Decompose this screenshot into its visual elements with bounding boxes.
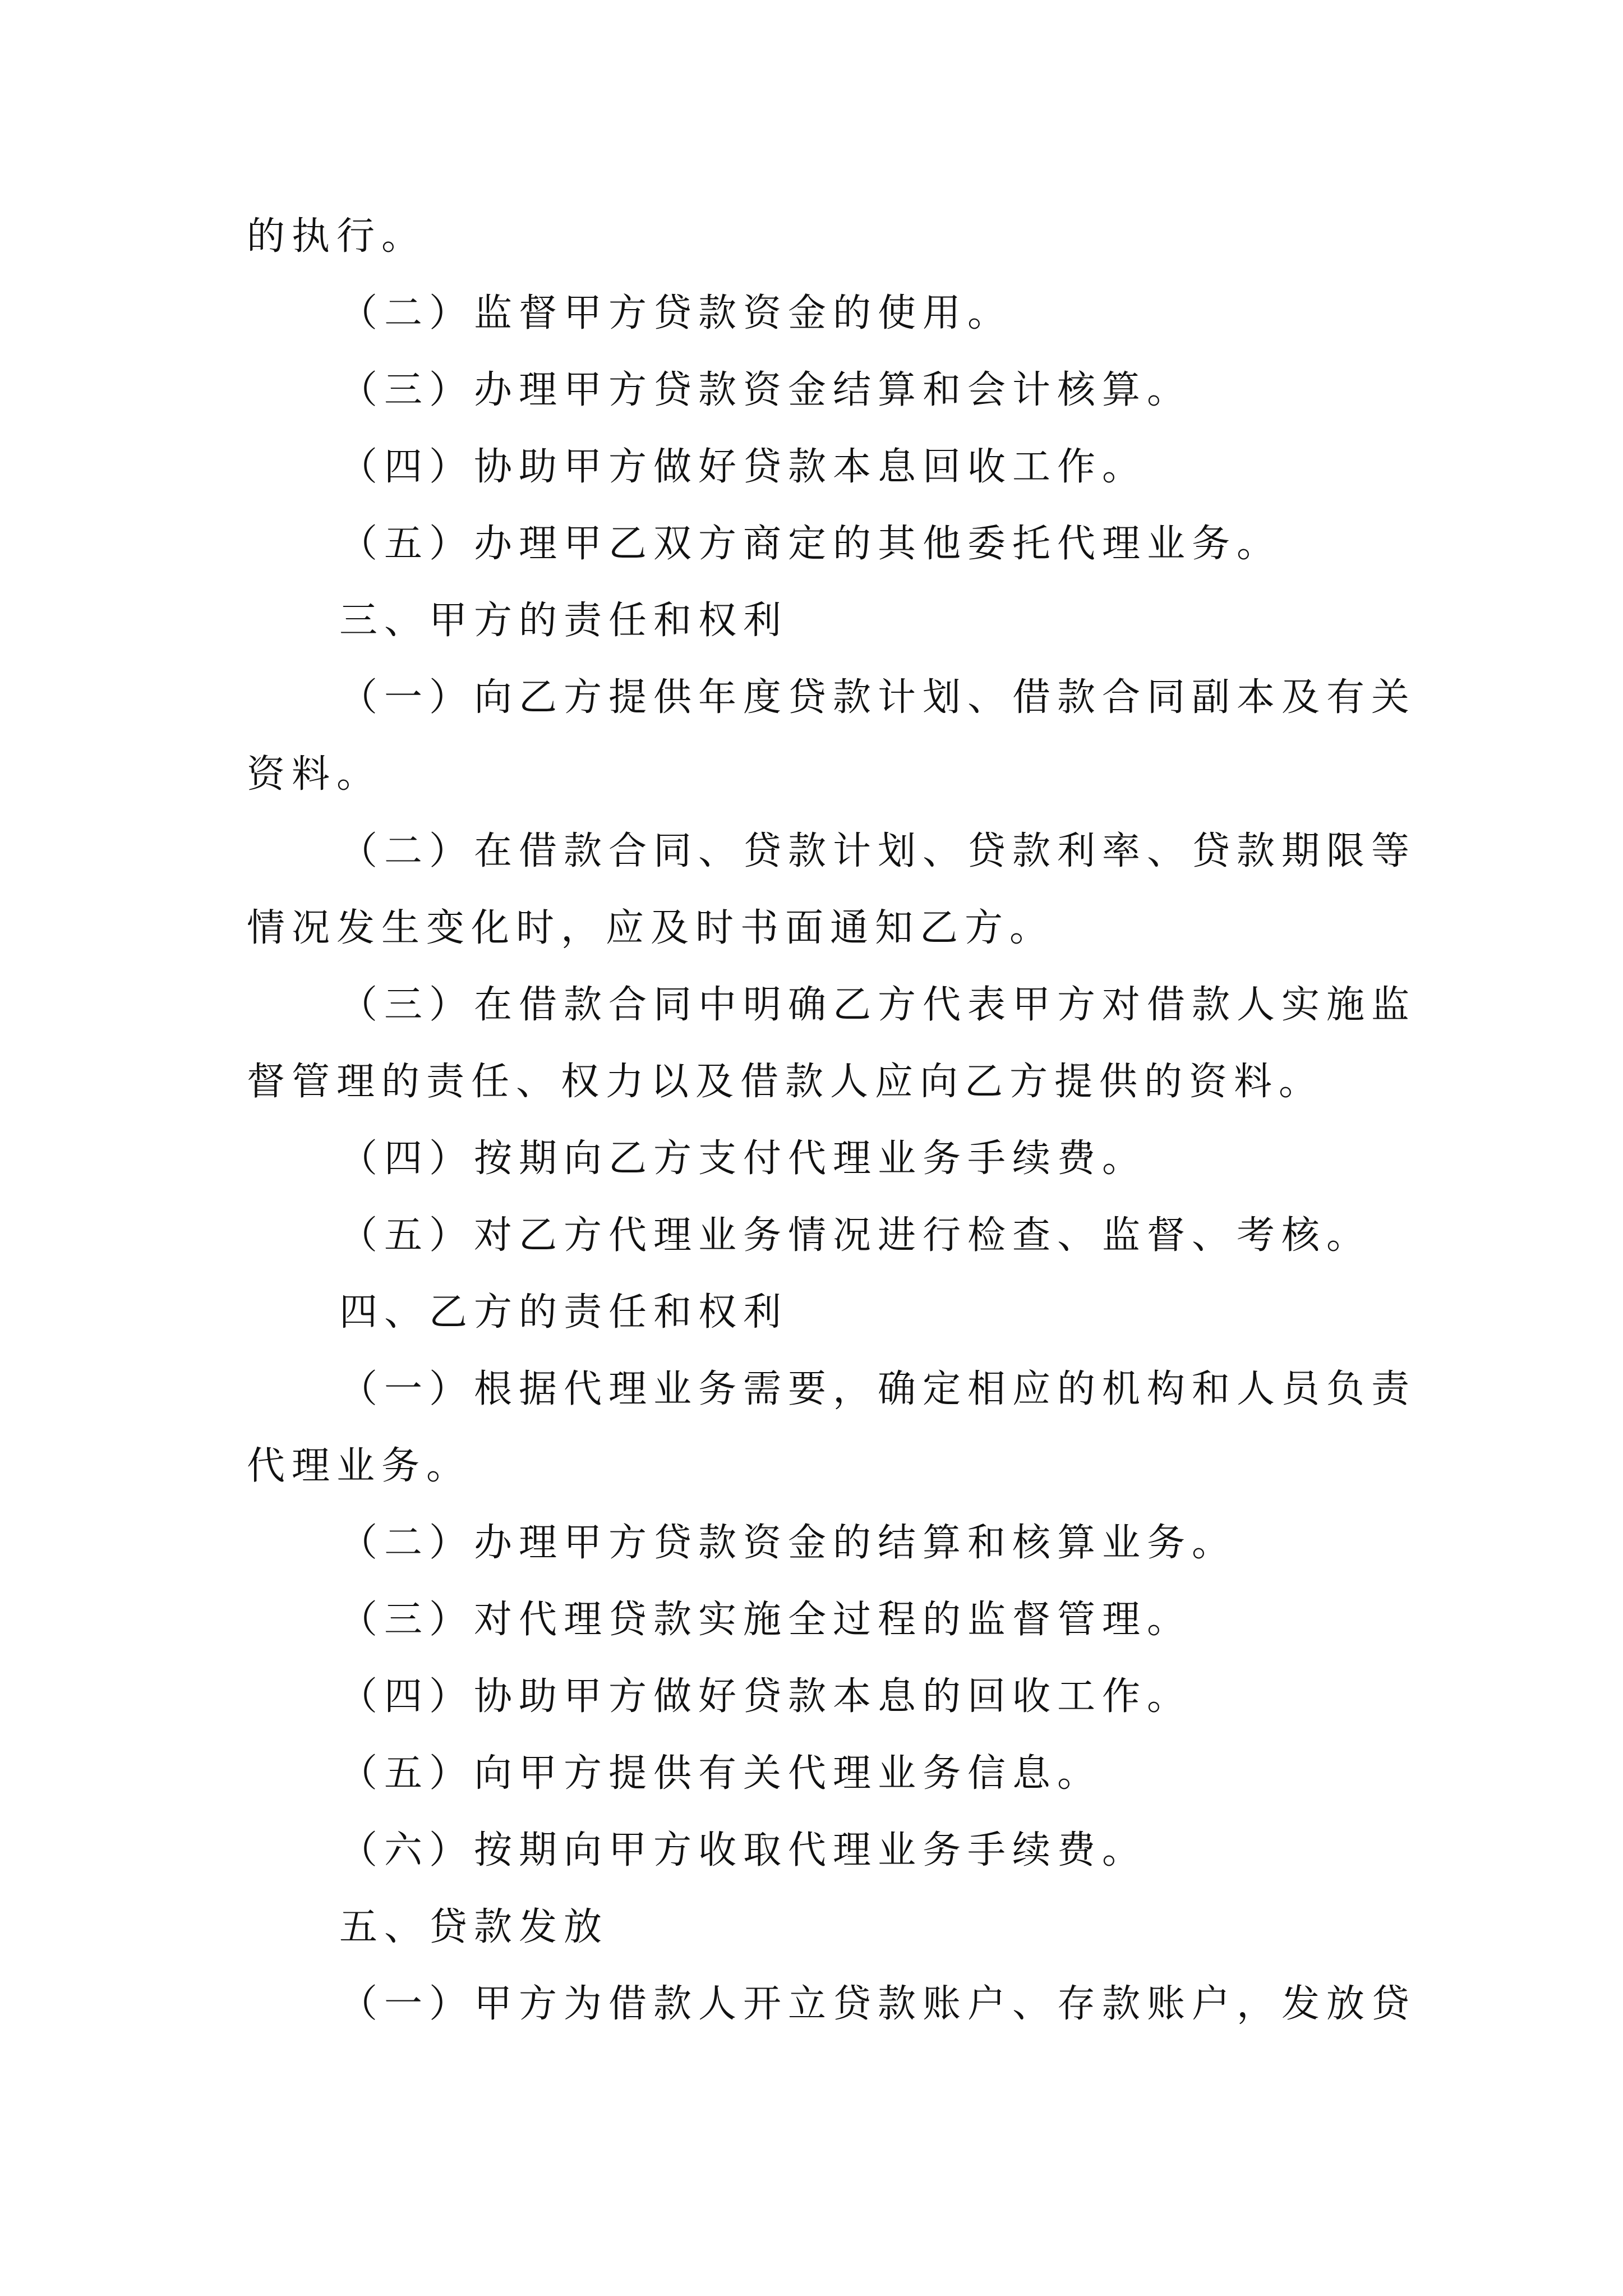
text-line: （一）甲方为借款人开立贷款账户、存款账户，发放贷 bbox=[339, 1982, 1417, 2026]
text-line: （一）向乙方提供年度贷款计划、借款合同副本及有关 bbox=[339, 675, 1417, 720]
text-line: （五）向甲方提供有关代理业务信息。 bbox=[339, 1751, 1103, 1796]
document-body bbox=[247, 209, 1417, 2053]
text-line: （三）对代理贷款实施全过程的监督管理。 bbox=[339, 1598, 1192, 1642]
text-line: （六）按期向甲方收取代理业务手续费。 bbox=[339, 1828, 1147, 1872]
text-line: （二）监督甲方贷款资金的使用。 bbox=[339, 291, 1013, 335]
text-line: 的执行。 bbox=[247, 214, 427, 259]
text-line: （四）协助甲方做好贷款本息的回收工作。 bbox=[339, 1674, 1192, 1719]
text-line: （四）按期向乙方支付代理业务手续费。 bbox=[339, 1137, 1147, 1181]
section-heading: 三、甲方的责任和权利 bbox=[339, 599, 789, 643]
text-line: （五）对乙方代理业务情况进行检查、监督、考核。 bbox=[339, 1213, 1372, 1258]
section-heading: 四、乙方的责任和权利 bbox=[339, 1290, 789, 1335]
text-line: （二）办理甲方贷款资金的结算和核算业务。 bbox=[339, 1521, 1237, 1565]
text-line: （三）在借款合同中明确乙方代表甲方对借款人实施监 bbox=[339, 983, 1417, 1027]
text-line: （三）办理甲方贷款资金结算和会计核算。 bbox=[339, 368, 1192, 412]
text-line: （一）根据代理业务需要，确定相应的机构和人员负责 bbox=[339, 1367, 1417, 1411]
text-line: （二）在借款合同、贷款计划、贷款利率、贷款期限等 bbox=[339, 829, 1417, 873]
section-heading: 五、贷款发放 bbox=[339, 1905, 609, 1949]
text-line: 代理业务。 bbox=[247, 1444, 472, 1488]
text-line: （四）协助甲方做好贷款本息回收工作。 bbox=[339, 445, 1147, 489]
text-line: （五）办理甲乙双方商定的其他委托代理业务。 bbox=[339, 522, 1282, 566]
text-line: 资料。 bbox=[247, 752, 382, 797]
text-line: 情况发生变化时，应及时书面通知乙方。 bbox=[247, 906, 1055, 950]
text-line: 督管理的责任、权力以及借款人应向乙方提供的资料。 bbox=[247, 1060, 1324, 1104]
